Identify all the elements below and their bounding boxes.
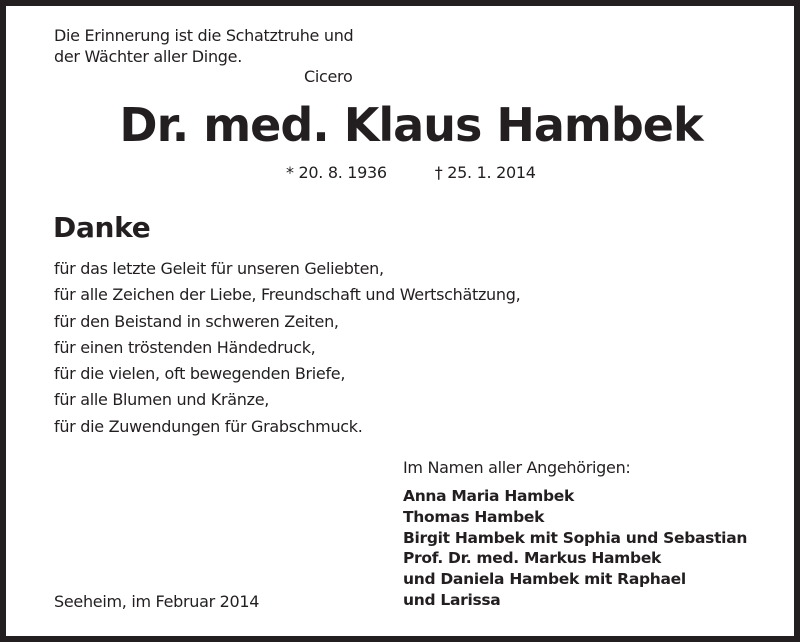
thanks-line: für den Beistand in schweren Zeiten, — [54, 311, 339, 331]
thanks-line: für die vielen, oft bewegenden Briefe, — [54, 364, 346, 384]
quote-line: Die Erinnerung ist die Schatztruhe und — [54, 26, 354, 45]
quote — [54, 25, 353, 67]
quote-author: Cicero — [304, 67, 353, 86]
mourner-name: Anna Maria Hambek — [403, 487, 575, 505]
mourner-name: Birgit Hambek mit Sophia und Sebastian — [403, 528, 748, 547]
thanks-line: für das letzte Geleit für unseren Geliebten, — [54, 259, 384, 278]
mourner-name: Thomas Hambek — [403, 507, 545, 526]
thanks-line: für die Zuwendungen für Grabschmuck. — [54, 416, 363, 436]
obituary-notice — [6, 6, 794, 636]
birth-date: * 20. 8. 1936 — [286, 163, 387, 182]
thanks-list — [54, 256, 520, 440]
mourner-name: Prof. Dr. med. Markus Hambek — [403, 549, 662, 568]
death-date: † 25. 1. 2014 — [434, 163, 536, 182]
quote-line: der Wächter aller Dinge. — [54, 47, 242, 66]
mourners-list — [403, 486, 747, 611]
mourner-name: und Daniela Hambek mit Raphael — [403, 570, 686, 589]
thanks-line: für alle Blumen und Kränze, — [54, 390, 270, 410]
place-date: Seeheim, im Februar 2014 — [54, 592, 260, 611]
thanks-line: für einen tröstenden Händedruck, — [54, 337, 316, 357]
signature-intro: Im Namen aller Angehörigen: — [403, 458, 631, 477]
mourner-name: und Larissa — [403, 590, 501, 609]
heading-danke: Danke — [53, 211, 151, 244]
life-dates — [286, 163, 584, 182]
thanks-line: für alle Zeichen der Liebe, Freundschaft und Wertschätzung, — [54, 285, 521, 305]
deceased-name: Dr. med. Klaus Hambek — [119, 98, 703, 152]
